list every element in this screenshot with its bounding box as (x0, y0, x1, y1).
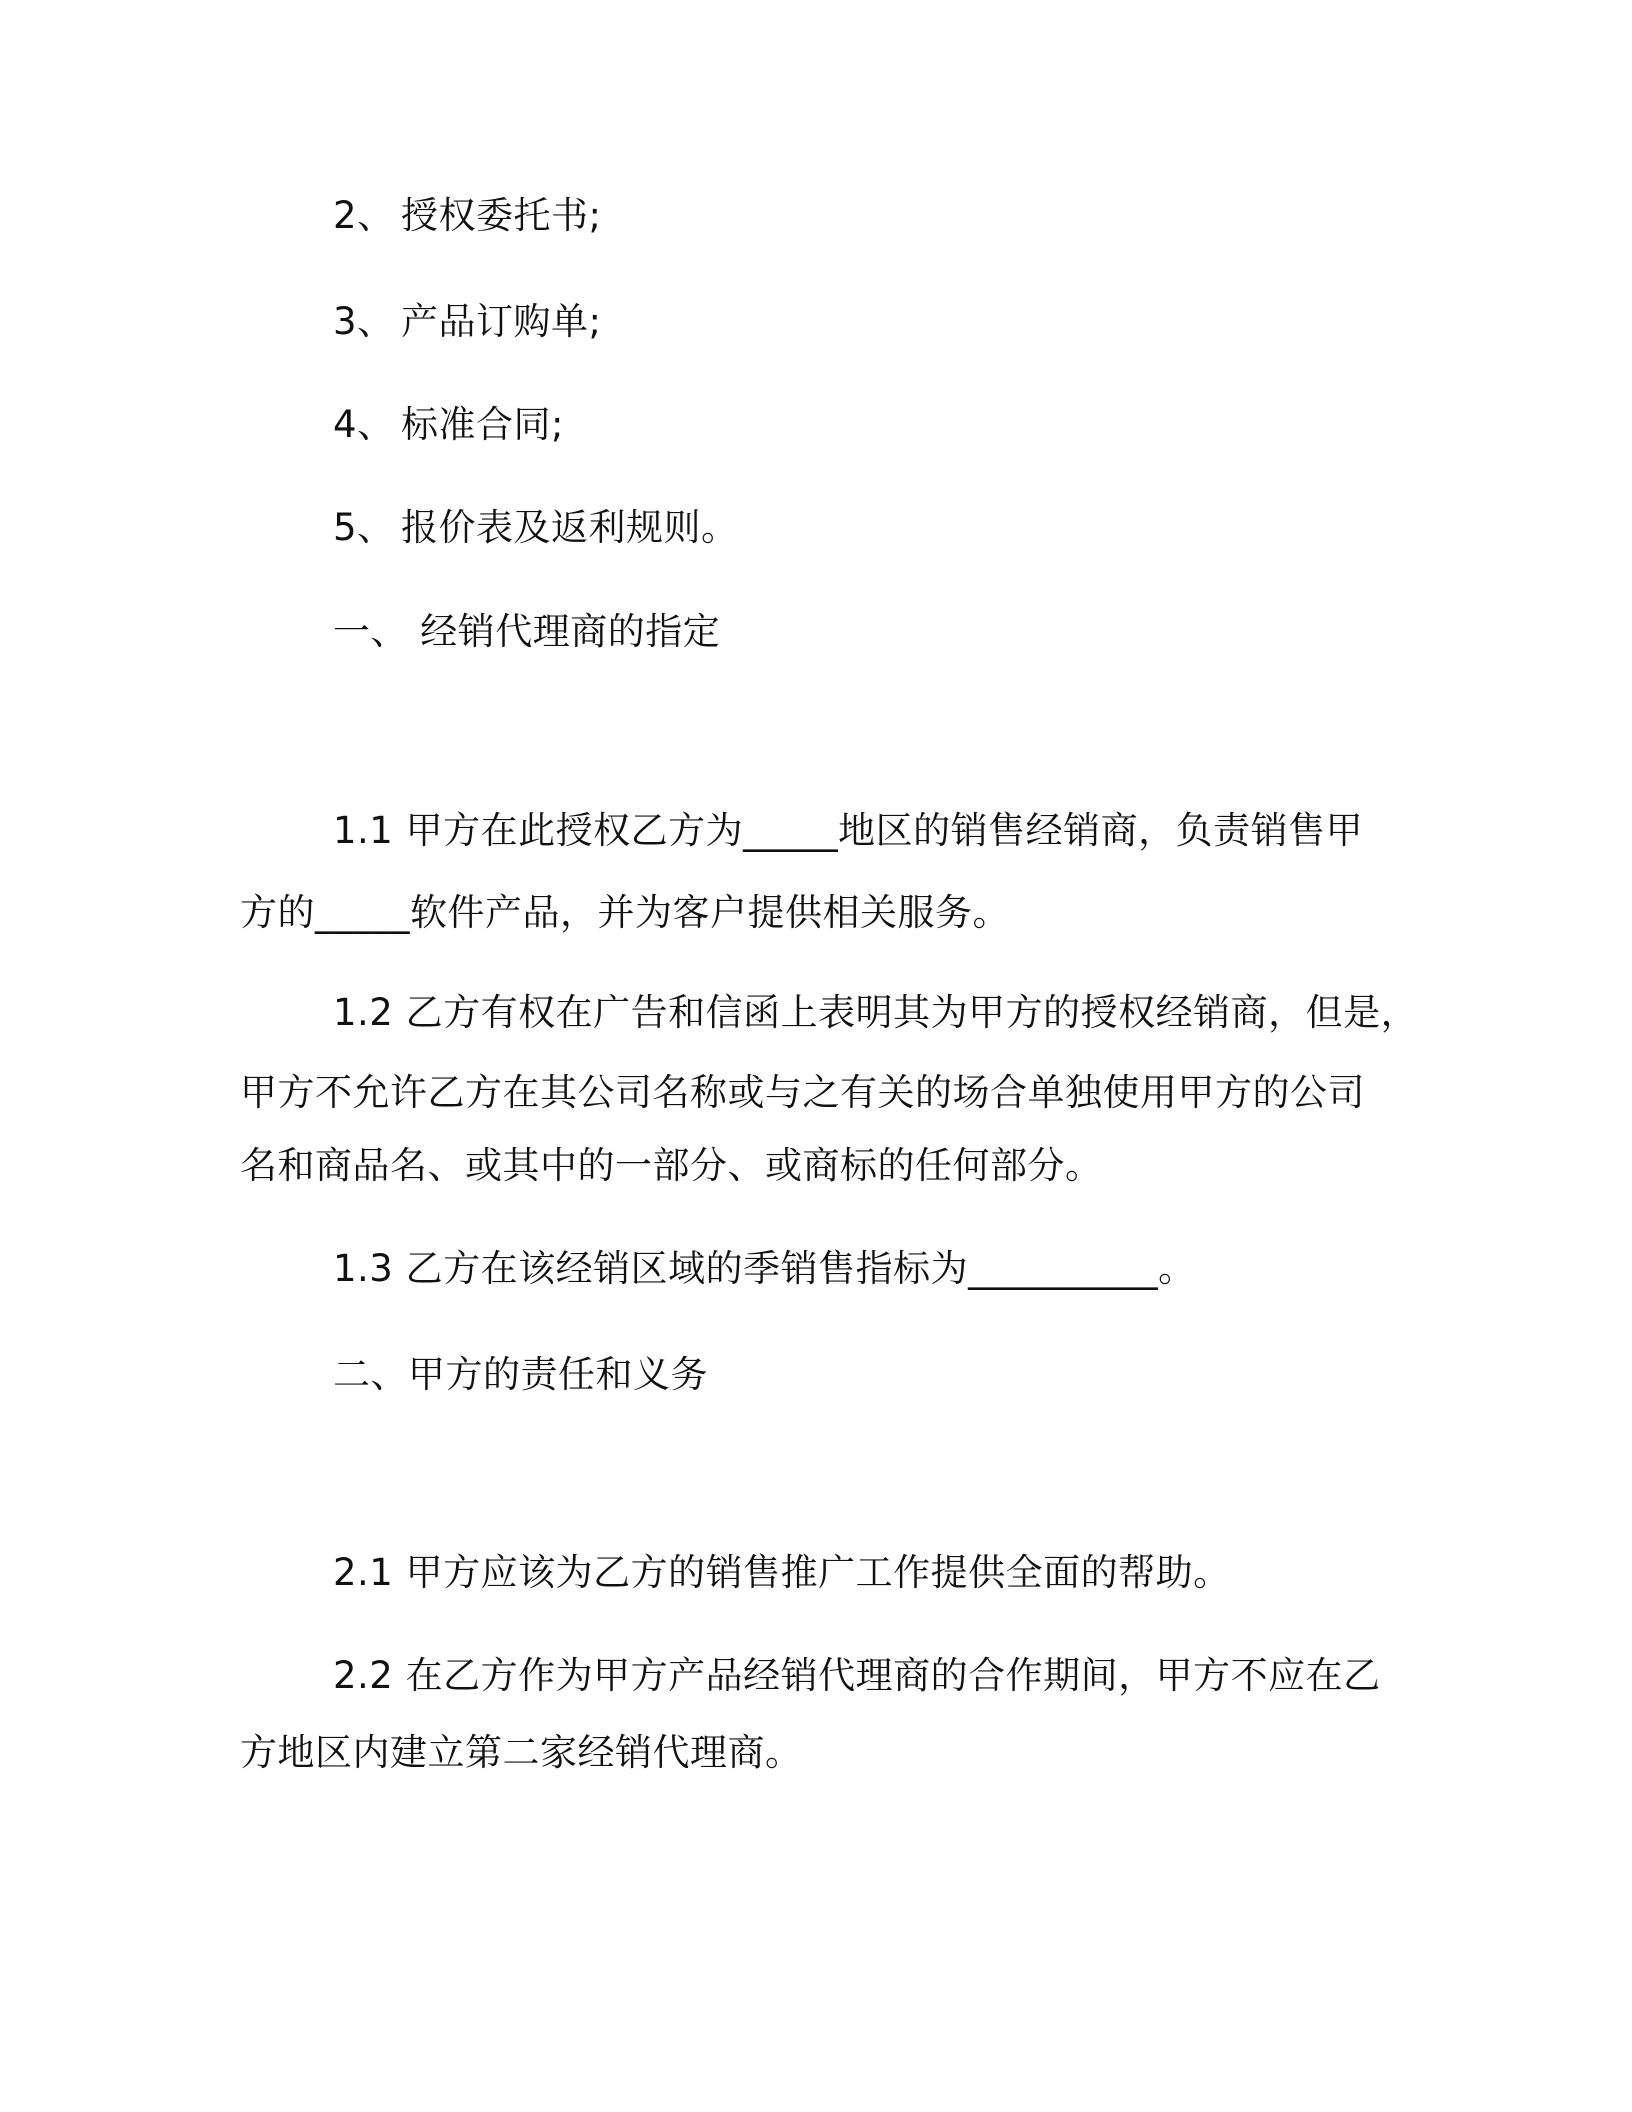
list-item-text: 报价表及返利规则。 (401, 506, 739, 549)
list-item (333, 400, 564, 450)
list-item-text: 授权委托书; (401, 194, 602, 237)
paragraph-1-2-line-3: 名和商品名、或其中的一部分、或商标的任何部分。 (240, 1144, 1103, 1187)
paragraph-1-3-line-1: 1.3 乙方在该经销区域的季销售指标为__________。 (333, 1247, 1196, 1290)
list-item (333, 503, 739, 553)
list-item-number: 4、 (333, 403, 395, 446)
list-item (333, 191, 601, 241)
paragraph-1-1-line-1: 1.1 甲方在此授权乙方为_____地区的销售经销商，负责销售甲 (333, 809, 1364, 852)
section-heading-1: 一、 经销代理商的指定 (333, 610, 721, 653)
list-item-number: 5、 (333, 506, 395, 549)
paragraph-2-2-line-1: 2.2 在乙方作为甲方产品经销代理商的合作期间，甲方不应在乙 (333, 1654, 1381, 1697)
paragraph-2-1-line-1: 2.1 甲方应该为乙方的销售推广工作提供全面的帮助。 (333, 1551, 1231, 1594)
list-item-number: 3、 (333, 300, 395, 343)
list-item-text: 产品订购单; (401, 300, 602, 343)
list-item-text: 标准合同; (401, 403, 564, 446)
paragraph-1-2-line-1: 1.2 乙方有权在广告和信函上表明其为甲方的授权经销商，但是， (333, 991, 1419, 1034)
list-item (333, 297, 601, 347)
paragraph-1-2-line-2: 甲方不允许乙方在其公司名称或与之有关的场合单独使用甲方的公司 (240, 1071, 1365, 1114)
paragraph-1-1-line-2: 方的_____软件产品，并为客户提供相关服务。 (240, 891, 1010, 934)
list-item-number: 2、 (333, 194, 395, 237)
paragraph-2-2-line-2: 方地区内建立第二家经销代理商。 (240, 1731, 803, 1774)
section-heading-2: 二、甲方的责任和义务 (333, 1353, 708, 1396)
